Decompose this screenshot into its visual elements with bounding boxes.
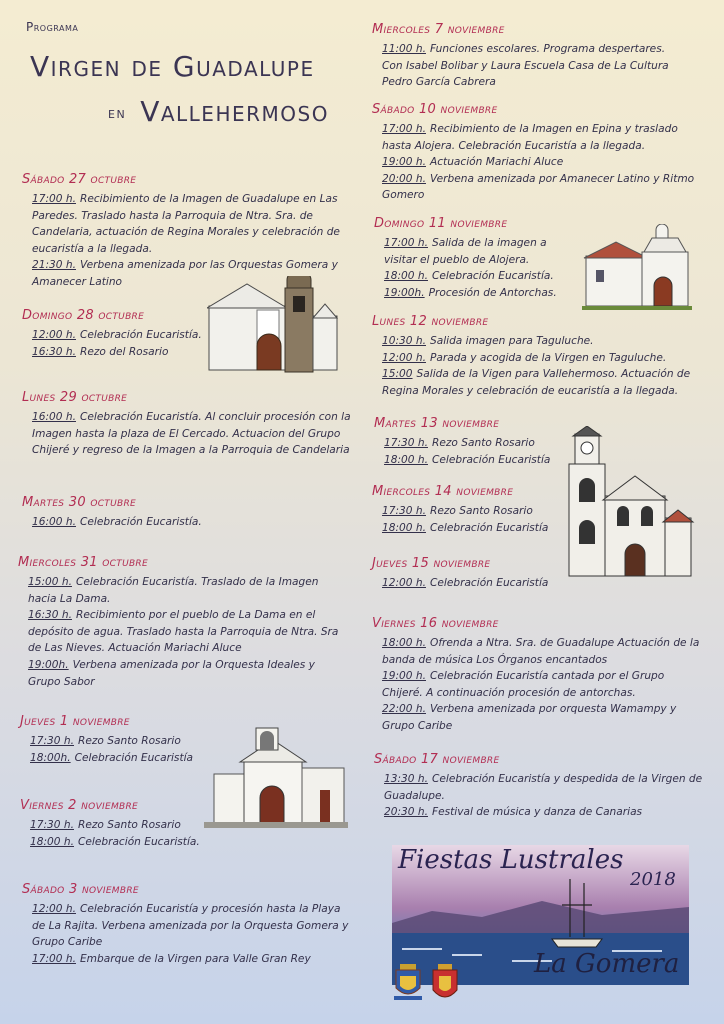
day-heading: Martes 30 octubre	[22, 495, 136, 510]
event	[372, 668, 704, 701]
event	[22, 327, 202, 344]
event	[20, 817, 200, 834]
page-subtitle	[108, 95, 329, 128]
title-en: en	[108, 104, 127, 122]
event	[22, 409, 354, 459]
event	[22, 514, 352, 531]
event-time: 12:00 h.	[32, 903, 76, 915]
event-time: 15:00	[382, 368, 413, 381]
event-text: Celebración Eucaristía cantada por el Grupo Chijeré. A continuación procesión de antorchas.	[382, 670, 665, 699]
event-text: Parada y acogida de la Virgen en Taguluche.	[429, 351, 667, 364]
event-time: 11:00 h.	[382, 43, 426, 55]
banner-year: 2018	[630, 869, 676, 890]
event-text: Celebración Eucaristía y procesión hasta la Playa de La Rajita. Verbena amenizada por la Orquesta Gomera y Grupo Caribe	[32, 903, 349, 949]
day-block	[22, 882, 352, 967]
title-town: Vallehermoso	[140, 95, 329, 128]
day-heading: Miercoles 7 noviembre	[372, 22, 505, 37]
event-text: Rezo del Rosario	[79, 345, 169, 358]
event-text: Procesión de Antorchas.	[428, 286, 557, 299]
event-text: Recibimiento de la Imagen en Epina y traslado hasta Alojera. Celebración Eucaristía a la llegada.	[382, 123, 678, 152]
day-heading: Miercoles 14 noviembre	[372, 484, 514, 499]
event	[22, 901, 354, 951]
day-block	[372, 314, 702, 399]
event-time: 12:00 h.	[382, 577, 426, 589]
event	[374, 804, 704, 821]
event	[18, 657, 350, 690]
event-time: 13:30 h.	[384, 773, 428, 785]
event-time: 17:00 h.	[382, 123, 426, 135]
day-block	[372, 102, 702, 204]
day-block	[372, 556, 562, 592]
event-text: Celebración Eucaristía. Al concluir procesión con la Imagen hasta la plaza de El Cercado. Actuacion del Grupo Chijeré y regreso de la Imagen a la Parroquia de Candelaria	[32, 411, 351, 457]
event	[372, 350, 702, 367]
event-time: 10:30 h.	[382, 335, 426, 347]
day-heading: Miercoles 31 octubre	[18, 555, 148, 570]
event-time: 17:00 h.	[384, 237, 428, 249]
event-text: Verbena amenizada por orquesta Wamampy y Grupo Caribe	[382, 703, 677, 732]
day-block	[372, 616, 702, 735]
event	[374, 285, 574, 302]
day-block	[372, 484, 562, 536]
banner-island: La Gomera	[534, 949, 680, 979]
page-title: Virgen de Guadalupe	[30, 50, 315, 83]
banner-title: Fiestas Lustrales	[398, 845, 624, 875]
day-heading: Viernes 16 noviembre	[372, 616, 499, 631]
event-time: 18:00 h.	[382, 521, 426, 534]
event-time: 17:30 h.	[382, 505, 426, 517]
event	[22, 344, 202, 361]
event-text: Celebración Eucaristía. Traslado de la Imagen hacia La Dama.	[28, 576, 319, 605]
event-time: 12:00 h.	[382, 351, 426, 364]
event	[22, 191, 354, 257]
event	[374, 268, 574, 285]
day-heading: Lunes 12 noviembre	[372, 314, 489, 329]
event	[18, 607, 350, 657]
day-block	[374, 752, 704, 821]
day-heading: Domingo 28 octubre	[22, 308, 145, 323]
event-time: 17:30 h.	[30, 735, 74, 747]
event-text: Recibimiento de la Imagen de Guadalupe en Las Paredes. Traslado hasta la Parroquia de Ntra. Sra. de Candelaria, actuación de Regina Morales y celebración de eucaristía a la llegada.	[32, 193, 340, 255]
day-block	[22, 390, 352, 459]
event-time: 19:00 h.	[382, 156, 426, 169]
day-heading: Jueves 15 noviembre	[372, 556, 491, 571]
event-text: Rezo Santo Rosario	[431, 437, 535, 449]
event-time: 22:00 h.	[382, 703, 426, 716]
event-text: Rezo Santo Rosario	[77, 819, 181, 831]
day-heading: Sábado 3 noviembre	[22, 882, 139, 897]
day-heading: Viernes 2 noviembre	[20, 798, 139, 813]
event-time: 18:00h.	[30, 751, 71, 764]
day-heading: Lunes 29 octubre	[22, 390, 128, 405]
event	[22, 951, 354, 968]
event	[372, 41, 682, 91]
event-text: Celebración Eucaristía.	[79, 329, 202, 341]
event	[372, 520, 562, 537]
day-block	[22, 308, 202, 360]
event-time: 18:00 h.	[384, 453, 428, 466]
event-time: 12:00 h.	[32, 329, 76, 341]
church-illustration	[563, 426, 695, 578]
day-block	[20, 714, 200, 766]
event-text: Festival de música y danza de Canarias	[431, 806, 643, 819]
event	[374, 435, 564, 452]
event-time: 21:30 h.	[32, 259, 76, 272]
event	[20, 733, 200, 750]
day-heading: Sábado 10 noviembre	[372, 102, 498, 117]
day-block	[374, 416, 564, 468]
event-text: Verbena amenizada por la Orquesta Ideales y Grupo Sabor	[28, 658, 315, 688]
event-text: Salida imagen para Taguluche.	[429, 335, 594, 347]
day-heading: Martes 13 noviembre	[374, 416, 500, 431]
event	[374, 452, 564, 469]
program-label: Programa	[26, 20, 79, 34]
event-time: 17:00 h.	[32, 952, 76, 965]
event-text: Celebración Eucaristía.	[79, 516, 202, 528]
event-text: Celebración Eucaristía	[431, 453, 551, 466]
day-heading: Domingo 11 noviembre	[374, 216, 508, 231]
event-text: Rezo Santo Rosario	[429, 505, 533, 517]
event	[372, 121, 702, 154]
event-text: Salida de la Vigen para Vallehermoso. Actuación de Regina Morales y celebración de eucaristía a la llegada.	[382, 368, 691, 397]
day-block	[22, 172, 352, 291]
event-time: 19:00h.	[384, 286, 425, 299]
event	[372, 333, 702, 350]
event-time: 18:00 h.	[30, 835, 74, 848]
day-block	[22, 495, 352, 531]
church-illustration	[582, 224, 692, 310]
day-block	[18, 555, 348, 690]
event	[374, 771, 704, 804]
event-text: Celebración Eucaristía y despedida de la Virgen de Guadalupe.	[384, 773, 703, 802]
event	[372, 635, 704, 668]
event-text: Recibimiento por el pueblo de La Dama en el depósito de agua. Traslado hasta la Parroquia de Ntra. Sra de Las Nieves. Actuación Mariachi Aluce	[28, 609, 339, 655]
event-time: 16:00 h.	[32, 411, 76, 423]
event-time: 20:00 h.	[382, 172, 426, 185]
event-text: Ofrenda a Ntra. Sra. de Guadalupe Actuación de la banda de música Los Órganos encantados	[382, 637, 700, 666]
event-time: 15:00 h.	[28, 576, 72, 588]
event-text: Salida de la imagen a visitar el pueblo de Alojera.	[384, 237, 547, 266]
event	[374, 235, 574, 268]
event-text: Rezo Santo Rosario	[77, 735, 181, 747]
event-text: Celebración Eucaristía	[429, 521, 549, 534]
event	[20, 834, 200, 851]
event-text: Celebración Eucaristía	[429, 577, 549, 589]
church-illustration	[207, 276, 339, 374]
event-time: 19:00h.	[28, 658, 69, 671]
event-time: 16:00 h.	[32, 516, 76, 528]
event-time: 17:00 h.	[32, 193, 76, 205]
day-block	[374, 216, 574, 301]
day-heading: Sábado 27 octubre	[22, 172, 137, 187]
day-block	[372, 22, 702, 91]
event-text: Celebración Eucaristía	[74, 751, 194, 764]
event	[20, 750, 200, 767]
church-illustration	[204, 724, 348, 828]
event	[372, 503, 562, 520]
island-coat-of-arms	[432, 964, 458, 1004]
event-text: Embarque de la Virgen para Valle Gran Rey	[79, 952, 311, 965]
event	[372, 171, 702, 204]
event-time: 19:00 h.	[382, 670, 426, 683]
day-heading: Sábado 17 noviembre	[374, 752, 500, 767]
event	[372, 701, 704, 734]
event-text: Funciones escolares. Programa despertares. Con Isabel Bolibar y Laura Escuela Casa de La Cultura Pedro García Cabrera	[382, 43, 669, 89]
event-time: 18:00 h.	[384, 270, 428, 283]
day-block	[20, 798, 200, 850]
event-time: 16:30 h.	[32, 345, 76, 358]
municipal-coat-of-arms	[394, 964, 422, 1002]
event	[372, 575, 562, 592]
day-heading: Jueves 1 noviembre	[20, 714, 130, 729]
event-time: 17:30 h.	[30, 819, 74, 831]
event-time: 16:30 h.	[28, 609, 72, 622]
event	[372, 366, 702, 399]
event-text: Celebración Eucaristía.	[77, 835, 200, 848]
event-text: Verbena amenizada por las Orquestas Gomera y Amanecer Latino	[32, 259, 338, 288]
event-time: 20:30 h.	[384, 806, 428, 819]
event-time: 18:00 h.	[382, 637, 426, 649]
event	[372, 154, 702, 171]
event	[18, 574, 350, 607]
event-time: 17:30 h.	[384, 437, 428, 449]
event-text: Verbena amenizada por Amanecer Latino y Ritmo Gomero	[382, 172, 695, 202]
event-text: Actuación Mariachi Aluce	[429, 156, 564, 169]
event-text: Celebración Eucaristía.	[431, 270, 554, 283]
